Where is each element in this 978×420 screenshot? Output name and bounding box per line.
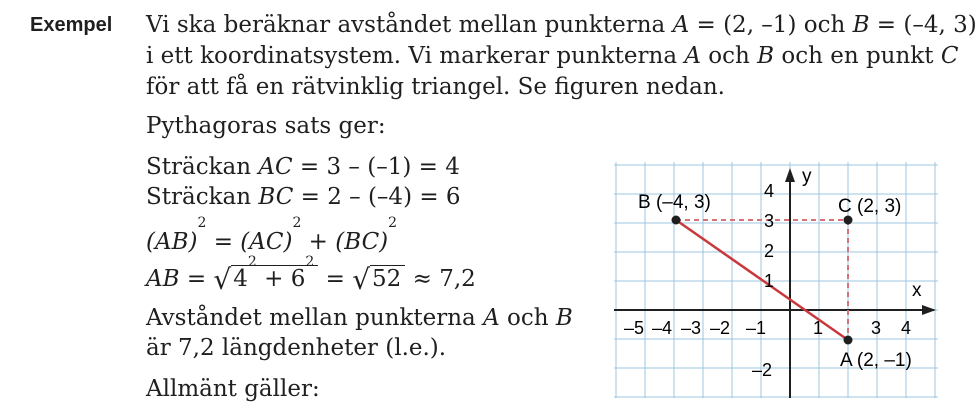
y-tick-label: 1 xyxy=(764,271,775,291)
intro-line-2: i ett koordinatsystem. Vi markerar punkterna A och B och en punkt C xyxy=(146,43,959,69)
x-axis-label: x xyxy=(912,280,922,301)
ab-root-line: AB = $√4^2 + 6^2 = √52 \approx 7,2$ xyxy=(146,254,476,296)
pythagoras-heading: Pythagoras sats ger: xyxy=(146,113,386,139)
x-tick-label: –1 xyxy=(745,318,767,338)
y-tick-label: 2 xyxy=(764,241,775,261)
y-axis-arrow-icon xyxy=(785,168,795,182)
x-axis-arrow-icon xyxy=(922,305,936,315)
point-c-label: C (2, 3) xyxy=(838,196,902,217)
sqrt-52: √52 xyxy=(352,262,405,294)
point-b xyxy=(672,216,681,225)
example-label: Exempel xyxy=(30,14,113,36)
x-tick-label: 4 xyxy=(900,318,912,338)
intro-line-3: för att få en rätvinklig triangel. Se figuren nedan. xyxy=(146,74,725,100)
result-line-2: är 7,2 längdenheter (l.e.). xyxy=(146,335,447,361)
y-axis-label: y xyxy=(802,166,812,187)
x-tick-label: –4 xyxy=(651,318,673,338)
point-b-label: B (–4, 3) xyxy=(638,192,711,213)
intro-line-1: Vi ska beräknar avståndet mellan punkterna A = (2, –1) och B = (–4, 3) xyxy=(146,12,977,38)
pythagoras-equation: (AB)$^2$ = (AC)$^2$ + (BC)$^2$ xyxy=(146,215,398,255)
x-tick-label: 3 xyxy=(870,318,882,338)
ac-length-line: Sträckan AC = 3 – (–1) = 4 xyxy=(146,154,460,180)
bc-length-line: Sträckan BC = 2 – (–4) = 6 xyxy=(146,184,461,210)
result-line-1: Avståndet mellan punkterna A och B xyxy=(146,305,573,331)
y-tick-label: 4 xyxy=(764,181,775,201)
x-tick-label: 1 xyxy=(812,318,824,338)
point-a xyxy=(844,336,853,345)
x-tick-label: –5 xyxy=(623,318,645,338)
general-heading: Allmänt gäller: xyxy=(146,376,320,402)
y-tick-label: –2 xyxy=(752,360,773,380)
x-tick-label: –3 xyxy=(680,318,702,338)
sqrt-sum: $√4^2 + 6^2$ xyxy=(213,262,318,294)
coordinate-figure xyxy=(612,162,948,400)
y-tick-label: 3 xyxy=(764,211,775,231)
x-tick-label: –2 xyxy=(709,318,731,338)
point-a-label: A (2, –1) xyxy=(840,350,912,371)
